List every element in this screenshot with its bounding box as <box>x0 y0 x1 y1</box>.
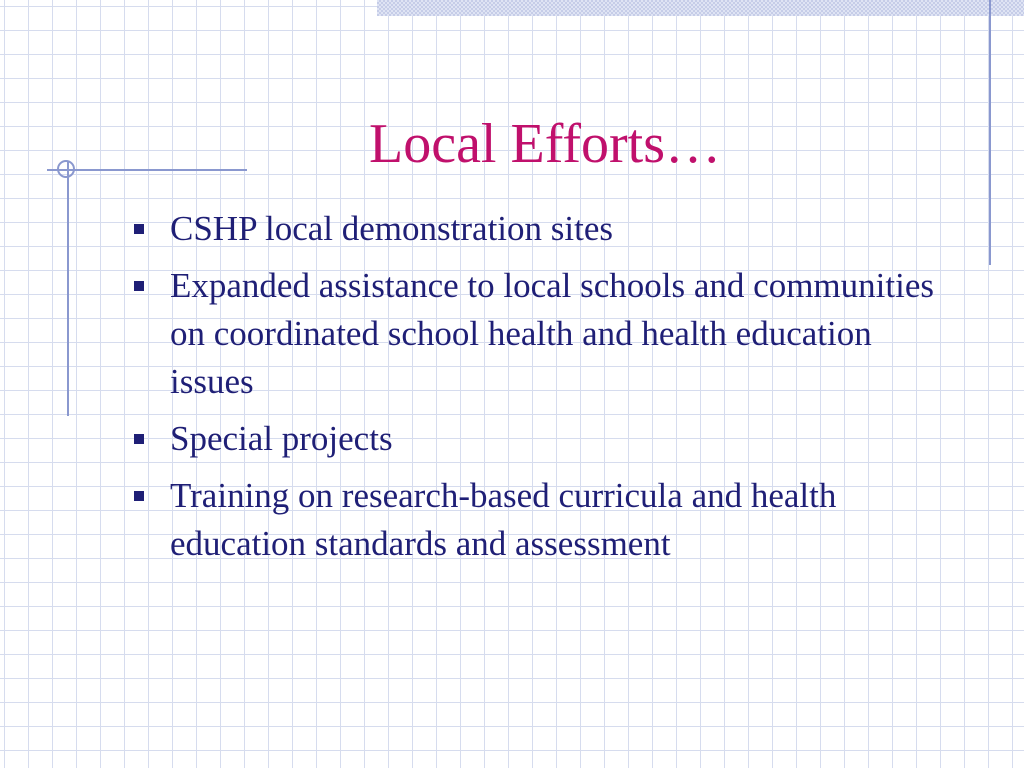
square-bullet-icon <box>134 434 144 444</box>
slide-title: Local Efforts… <box>369 113 721 175</box>
bullet-item <box>128 262 958 406</box>
square-bullet-icon <box>134 491 144 501</box>
bullet-text: Expanded assistance to local schools and communities on coordinated school health and health education issues <box>170 266 934 401</box>
bullet-text: CSHP local demonstration sites <box>170 209 613 248</box>
decorative-rule-left-vertical <box>67 162 69 416</box>
square-bullet-icon <box>134 224 144 234</box>
bullet-item <box>128 205 958 253</box>
bullet-item <box>128 415 958 463</box>
bullet-text: Training on research-based curricula and health education standards and assessment <box>170 476 837 563</box>
bullet-text: Special projects <box>170 419 393 458</box>
header-pattern-band <box>377 0 1024 16</box>
bullet-list <box>128 205 958 577</box>
bullet-item <box>128 472 958 568</box>
square-bullet-icon <box>134 281 144 291</box>
